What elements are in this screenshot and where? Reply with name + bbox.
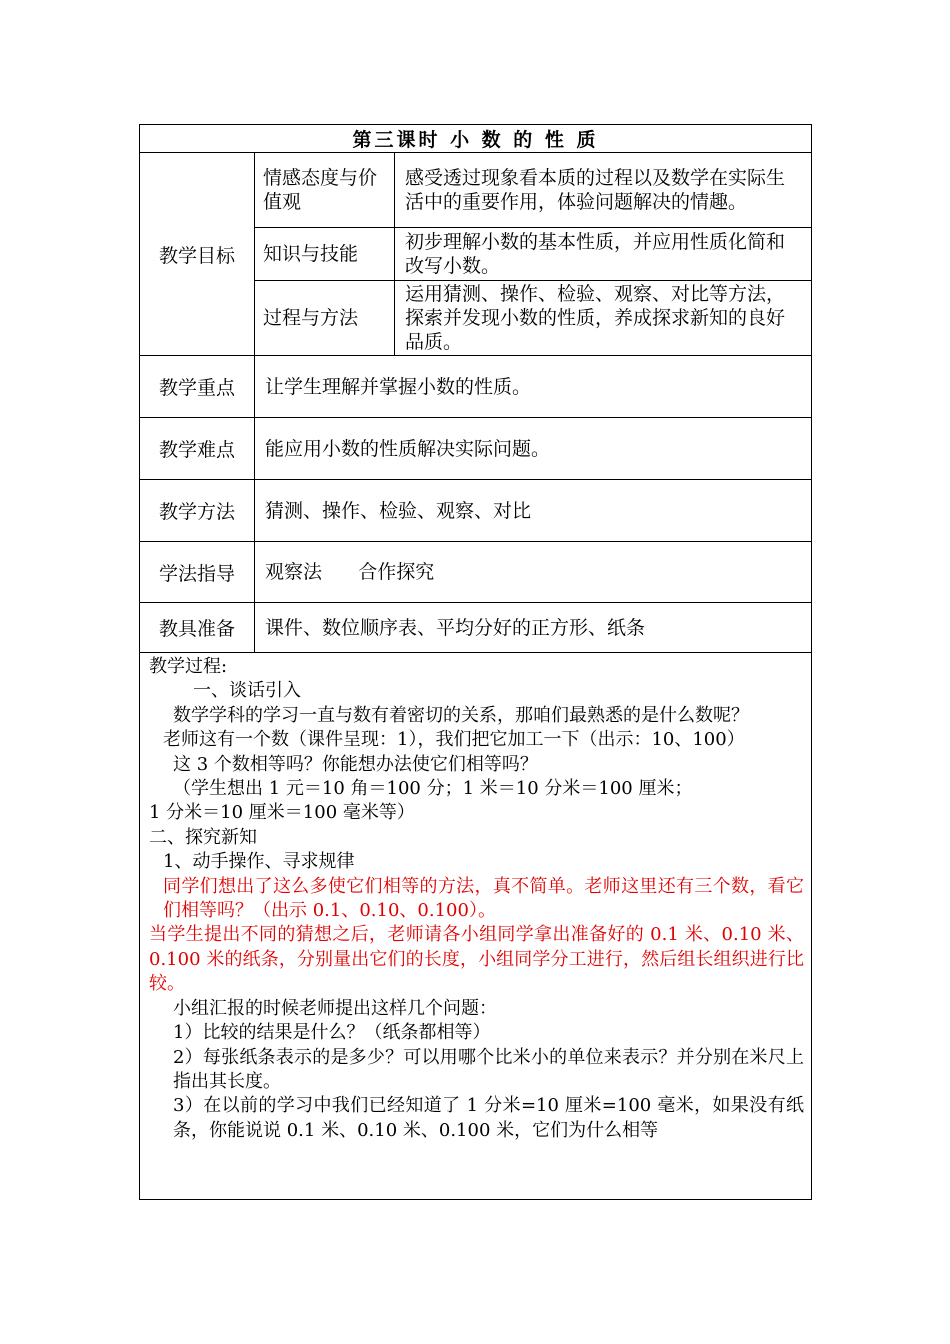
paragraph: 小组汇报的时候老师提出这样几个问题： [173, 997, 497, 1019]
paragraph: 1 分米＝10 厘米＝100 毫米等） [149, 802, 415, 824]
study-guide-label: 学法指导 [140, 542, 255, 603]
process-heading: 教学过程: [149, 656, 228, 677]
difficulty-label: 教学难点 [140, 418, 255, 480]
lesson-title: 第三课时 小 数 的 性 质 [140, 125, 812, 153]
red-paragraph: 同学们想出了这么多使它们相等的方法，真不简单。老师这里还有三个数，看它们相等吗？（出示 0.1、0.10、0.100）。 [163, 875, 804, 922]
paragraph: 这 3 个数相等吗？你能想办法使它们相等吗？ [173, 753, 538, 775]
red-paragraph: 当学生提出不同的猜想之后，老师请各小组同学拿出准备好的 0.1 米、0.10 米、0.100 米的纸条，分别量出它们的长度，小组同学分工进行，然后组长组织进行比较。 [149, 924, 804, 995]
question-item: 2）每张纸条表示的是多少？可以用哪个比米小的单位来表示？并分别在米尺上指出其长度。 [173, 1046, 804, 1092]
question-item: 3）在以前的学习中我们已经知道了 1 分米=10 厘米=100 毫米，如果没有纸条，你能说说 0.1 米、0.10 米、0.100 米，它们为什么相等 [173, 1095, 804, 1141]
paragraph: （学生想出 1 元＝10 角＝100 分；1 米＝10 分米＝100 厘米； [173, 778, 693, 800]
method-label: 教学方法 [140, 480, 255, 542]
key-point-label: 教学重点 [140, 356, 255, 418]
objective-sub-attitude: 情感态度与价值观 [255, 153, 395, 228]
question-item: 1）比较的结果是什么？（纸条都相等） [173, 1022, 491, 1044]
difficulty-content: 能应用小数的性质解决实际问题。 [255, 418, 812, 480]
materials-label: 教具准备 [140, 603, 255, 653]
study-guide-content: 观察法 合作探究 [255, 542, 812, 603]
paragraph: 老师这有一个数（课件呈现：1），我们把它加工一下（出示：10、100） [163, 729, 745, 751]
objective-sub-knowledge: 知识与技能 [255, 228, 395, 281]
objectives-label: 教学目标 [140, 153, 255, 356]
objective-content-process: 运用猜测、操作、检验、观察、对比等方法，探索并发现小数的性质，养成探求新知的良好品质。 [395, 281, 812, 356]
section-heading-explore: 二、探究新知 [149, 826, 257, 848]
teaching-process [140, 653, 812, 1200]
method-content: 猜测、操作、检验、观察、对比 [255, 480, 812, 542]
materials-content: 课件、数位顺序表、平均分好的正方形、纸条 [255, 603, 812, 653]
objective-content-knowledge: 初步理解小数的基本性质，并应用性质化简和改写小数。 [395, 228, 812, 281]
paragraph: 数学学科的学习一直与数有着密切的关系，那咱们最熟悉的是什么数呢？ [173, 704, 749, 726]
key-point-content: 让学生理解并掌握小数的性质。 [255, 356, 812, 418]
objective-sub-process: 过程与方法 [255, 281, 395, 356]
objective-content-attitude: 感受透过现象看本质的过程以及数学在实际生活中的重要作用，体验问题解决的情趣。 [395, 153, 812, 228]
subsection-heading: 1、动手操作、寻求规律 [163, 851, 355, 873]
section-heading-intro: 一、谈话引入 [193, 680, 301, 702]
lesson-plan-table [139, 124, 812, 1200]
